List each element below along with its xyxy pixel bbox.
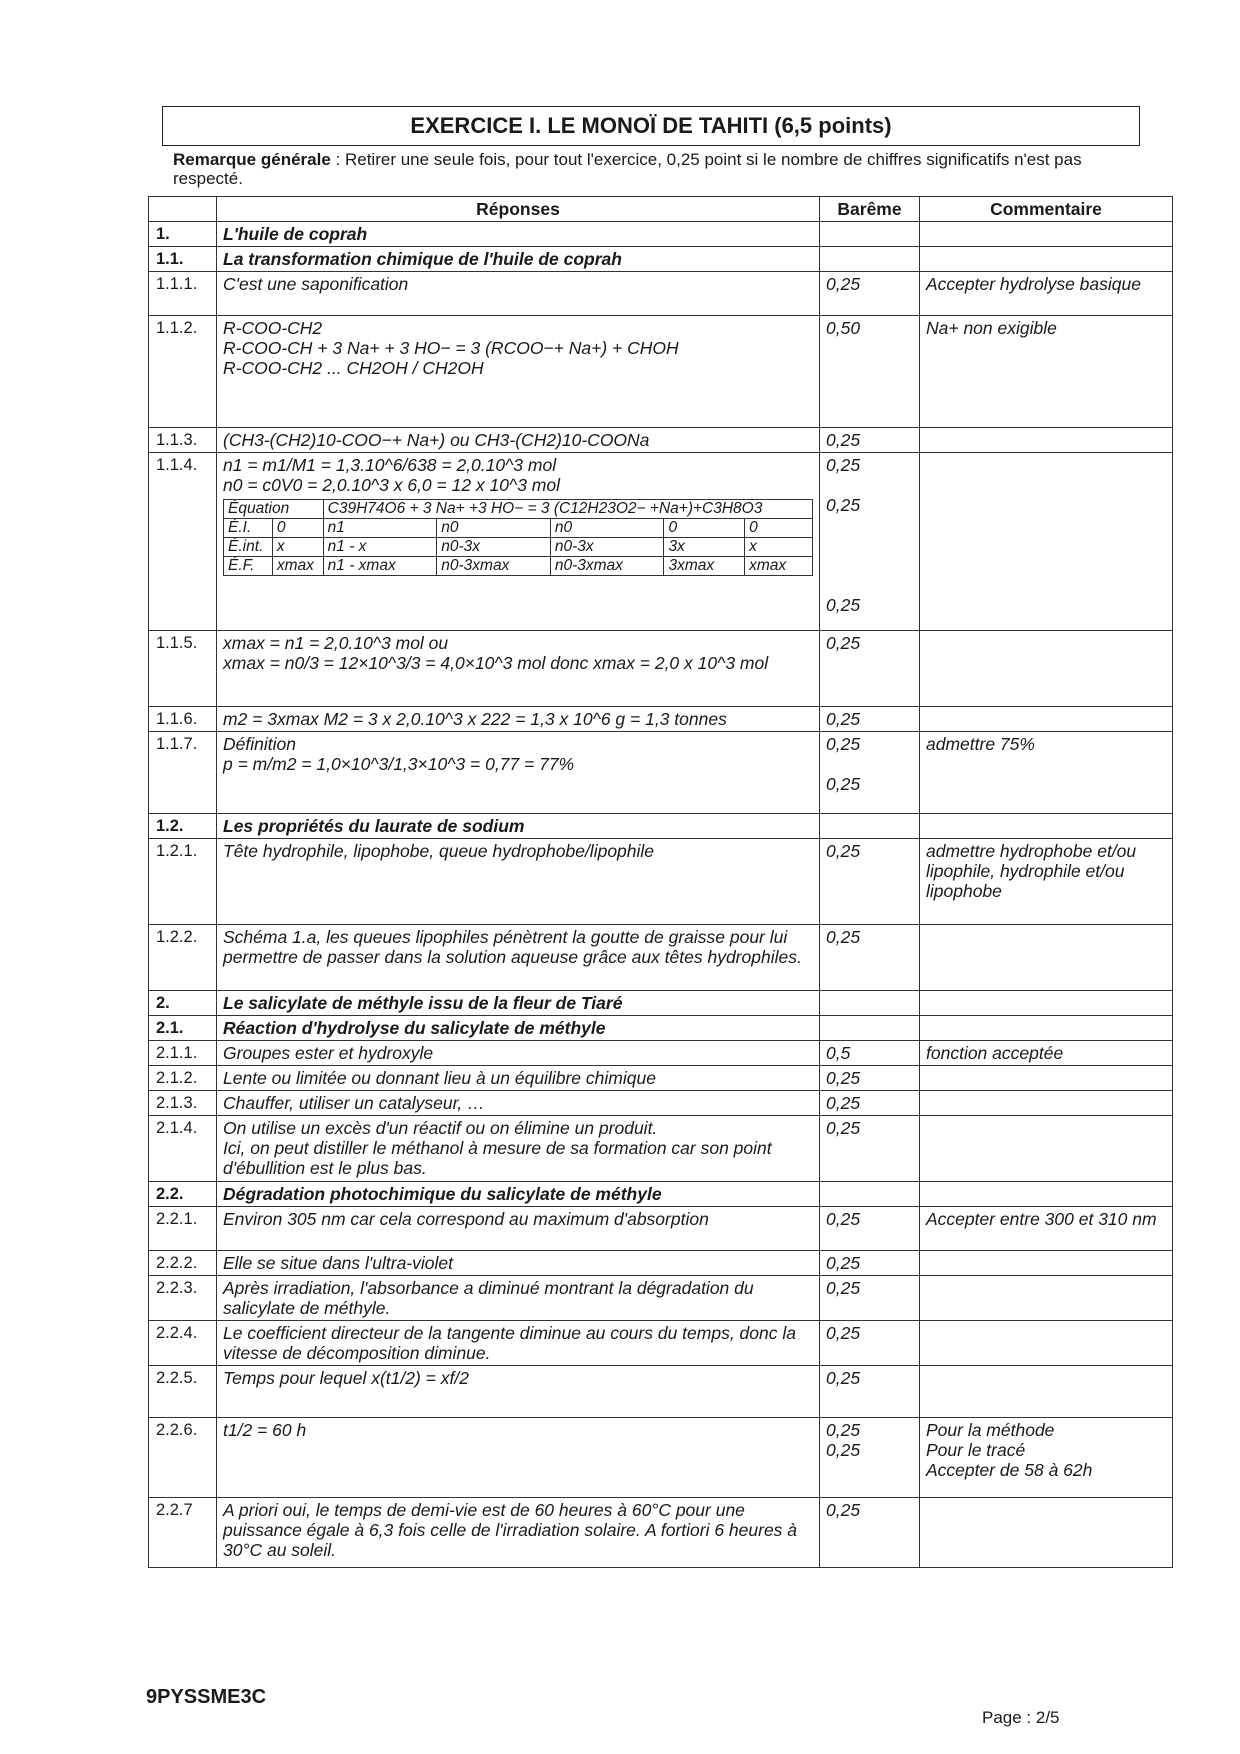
row-bareme: 0,25 [820, 428, 920, 453]
row-comment [920, 991, 1173, 1016]
row-number: 2.2.3. [149, 1276, 217, 1321]
row-comment: admettre 75% [920, 732, 1173, 814]
table-row [149, 1066, 1173, 1091]
row-comment: Accepter entre 300 et 310 nm [920, 1207, 1173, 1251]
header-num-cell [149, 197, 217, 222]
row-bareme: 0,25 [820, 707, 920, 732]
row-number: 1.1.4. [149, 453, 217, 631]
row-answer: Groupes ester et hydroxyle [217, 1041, 820, 1066]
table-row [149, 1091, 1173, 1116]
progress-cell: n0 [437, 519, 551, 538]
row-comment [920, 925, 1173, 991]
row-number: 2.1. [149, 1016, 217, 1041]
document-code: 9PYSSME3C [146, 1686, 267, 1708]
progress-cell: n0-3xmax [550, 557, 664, 576]
remark-label: Remarque générale [173, 150, 331, 169]
row-comment [920, 1016, 1173, 1041]
table-row [149, 1321, 1173, 1366]
progress-row [224, 557, 813, 576]
header-reponses: Réponses [217, 197, 820, 222]
row-number: 2.1.3. [149, 1091, 217, 1116]
row-bareme: 0,25 [820, 1066, 920, 1091]
row-answer: n1 = m1/M1 = 1,3.10^6/638 = 2,0.10^3 mol n0 = c0V0 = 2,0.10^3 x 6,0 = 12 x 10^3 mol Équation C39H74O6 + 3 Na+ +3 HO− = 3 (C12H23O2− +Na+)+C3H8O3 É.I. 0 n1 n0 n0 0 0 É.int. x n1 - x n0-3x n0-3x 3x x É.F. xmax n1 - xmax n0-3xmax n0-3xmax 3xmax xmax [217, 453, 820, 631]
row-answer: R-COO-CH2 R-COO-CH + 3 Na+ + 3 HO− = 3 (RCOO−+ Na+) + CHOH R-COO-CH2 ... CH2OH / CH2OH [217, 316, 820, 428]
progress-cell: n0-3xmax [437, 557, 551, 576]
row-comment [920, 631, 1173, 707]
row-comment [920, 1251, 1173, 1276]
row-answer: C'est une saponification [217, 272, 820, 316]
row-answer: Le coefficient directeur de la tangente diminue au cours du temps, donc la vitesse de décomposition diminue. [217, 1321, 820, 1366]
row-number: 2.2.4. [149, 1321, 217, 1366]
row-number: 2.2.2. [149, 1251, 217, 1276]
progress-cell: Équation [224, 500, 324, 519]
table-row [149, 631, 1173, 707]
row-bareme: 0,5 [820, 1041, 920, 1066]
table-row [149, 272, 1173, 316]
table-row [149, 222, 1173, 247]
row-number: 1. [149, 222, 217, 247]
row-bareme: 0,25 [820, 1276, 920, 1321]
row-answer: Lente ou limitée ou donnant lieu à un équilibre chimique [217, 1066, 820, 1091]
row-bareme: 0,25 [820, 1207, 920, 1251]
row-comment [920, 1321, 1173, 1366]
progress-cell: É.I. [224, 519, 273, 538]
row-number: 2.2.5. [149, 1366, 217, 1418]
row-number: 2.1.4. [149, 1116, 217, 1182]
row-bareme: 0,25 0,25 0,25 [820, 453, 920, 631]
row-bareme: 0,25 [820, 1091, 920, 1116]
row-number: 2.2. [149, 1182, 217, 1207]
row-bareme: 0,25 [820, 1366, 920, 1418]
table-row [149, 1251, 1173, 1276]
table-row [149, 1116, 1173, 1182]
row-answer: Réaction d'hydrolyse du salicylate de méthyle [217, 1016, 820, 1041]
table-row [149, 1207, 1173, 1251]
row-answer: Environ 305 nm car cela correspond au maximum d'absorption [217, 1207, 820, 1251]
row-bareme [820, 1182, 920, 1207]
progress-cell: n0 [550, 519, 664, 538]
row-answer: (CH3-(CH2)10-COO−+ Na+) ou CH3-(CH2)10-COONa [217, 428, 820, 453]
row-number: 2.1.2. [149, 1066, 217, 1091]
row-number: 2.2.6. [149, 1418, 217, 1498]
reaction-progress-table [223, 499, 813, 576]
row-answer: Chauffer, utiliser un catalyseur, … [217, 1091, 820, 1116]
progress-cell: xmax [745, 557, 813, 576]
row-answer: Les propriétés du laurate de sodium [217, 814, 820, 839]
progress-cell: 0 [272, 519, 323, 538]
table-row [149, 707, 1173, 732]
header-bareme: Barême [820, 197, 920, 222]
general-remark [173, 150, 1123, 188]
row-comment [920, 1066, 1173, 1091]
progress-row [224, 538, 813, 557]
row-number: 1.1.2. [149, 316, 217, 428]
row-answer: m2 = 3xmax M2 = 3 x 2,0.10^3 x 222 = 1,3 x 10^6 g = 1,3 tonnes [217, 707, 820, 732]
row-answer: A priori oui, le temps de demi-vie est de 60 heures à 60°C pour une puissance égale à 6,3 fois celle de l'irradiation solaire. A fortiori 6 heures à 30°C au soleil. [217, 1498, 820, 1568]
row-bareme: 0,25 [820, 1116, 920, 1182]
row-answer: Schéma 1.a, les queues lipophiles pénètrent la goutte de graisse pour lui permettre de passer dans la solution aqueuse grâce aux têtes hydrophiles. [217, 925, 820, 991]
row-number: 1.2. [149, 814, 217, 839]
row-number: 2.2.7 [149, 1498, 217, 1568]
progress-cell: n1 - x [323, 538, 437, 557]
row-comment [920, 247, 1173, 272]
row-answer: La transformation chimique de l'huile de coprah [217, 247, 820, 272]
progress-cell: x [745, 538, 813, 557]
table-row [149, 839, 1173, 925]
table-row [149, 1498, 1173, 1568]
grading-table [148, 196, 1173, 1568]
row-comment [920, 1276, 1173, 1321]
row-answer: Elle se situe dans l'ultra-violet [217, 1251, 820, 1276]
header-commentaire: Commentaire [920, 197, 1173, 222]
page-number: Page : 2/5 [982, 1708, 1060, 1727]
row-bareme [820, 814, 920, 839]
progress-cell: É.F. [224, 557, 273, 576]
row-comment [920, 707, 1173, 732]
row-answer: t1/2 = 60 h [217, 1418, 820, 1498]
row-comment [920, 1498, 1173, 1568]
row-answer: On utilise un excès d'un réactif ou on élimine un produit. Ici, on peut distiller le méthanol à mesure de sa formation car son point d'ébullition est le plus bas. [217, 1116, 820, 1182]
progress-cell: n1 [323, 519, 437, 538]
row-comment [920, 453, 1173, 631]
row-number: 1.1.7. [149, 732, 217, 814]
row-number: 1.1.1. [149, 272, 217, 316]
table-row [149, 316, 1173, 428]
table-row [149, 814, 1173, 839]
progress-cell: n0-3x [550, 538, 664, 557]
progress-row [224, 500, 813, 519]
row-number: 2.2.1. [149, 1207, 217, 1251]
row-number: 1.2.2. [149, 925, 217, 991]
row-comment: Pour la méthode Pour le tracé Accepter de 58 à 62h [920, 1418, 1173, 1498]
progress-cell: 0 [745, 519, 813, 538]
table-row [149, 1016, 1173, 1041]
row-comment [920, 1366, 1173, 1418]
row-answer: Tête hydrophile, lipophobe, queue hydrophobe/lipophile [217, 839, 820, 925]
table-row [149, 1418, 1173, 1498]
row-comment [920, 814, 1173, 839]
progress-cell: C39H74O6 + 3 Na+ +3 HO− = 3 (C12H23O2− +Na+)+C3H8O3 [323, 500, 812, 519]
row-answer: Le salicylate de méthyle issu de la fleur de Tiaré [217, 991, 820, 1016]
row-comment: fonction acceptée [920, 1041, 1173, 1066]
table-row [149, 925, 1173, 991]
row-number: 1.1.5. [149, 631, 217, 707]
table-row [149, 428, 1173, 453]
row-bareme: 0,25 [820, 925, 920, 991]
row-number: 1.2.1. [149, 839, 217, 925]
row-bareme: 0,25 [820, 631, 920, 707]
row-bareme [820, 222, 920, 247]
progress-cell: 0 [664, 519, 745, 538]
table-row [149, 453, 1173, 631]
row-bareme [820, 991, 920, 1016]
row-bareme: 0,25 [820, 1251, 920, 1276]
table-row [149, 247, 1173, 272]
table-row [149, 1366, 1173, 1418]
row-number: 1.1.6. [149, 707, 217, 732]
row-comment: admettre hydrophobe et/ou lipophile, hydrophile et/ou lipophobe [920, 839, 1173, 925]
row-bareme: 0,25 [820, 1321, 920, 1366]
table-row [149, 1182, 1173, 1207]
row-comment [920, 222, 1173, 247]
row-bareme: 0,25 0,25 [820, 732, 920, 814]
row-number: 1.1.3. [149, 428, 217, 453]
row-bareme [820, 1016, 920, 1041]
progress-cell: n1 - xmax [323, 557, 437, 576]
row-comment: Na+ non exigible [920, 316, 1173, 428]
row-comment [920, 1182, 1173, 1207]
row-bareme: 0,25 [820, 1498, 920, 1568]
progress-row [224, 519, 813, 538]
row-answer: Dégradation photochimique du salicylate de méthyle [217, 1182, 820, 1207]
table-row [149, 991, 1173, 1016]
progress-cell: 3xmax [664, 557, 745, 576]
row-answer: Temps pour lequel x(t1/2) = xf/2 [217, 1366, 820, 1418]
progress-cell: n0-3x [437, 538, 551, 557]
progress-cell: 3x [664, 538, 745, 557]
row-bareme [820, 247, 920, 272]
row-bareme: 0,50 [820, 316, 920, 428]
row-comment [920, 1116, 1173, 1182]
exercise-title-box [162, 106, 1140, 146]
table-row [149, 1041, 1173, 1066]
row-number: 2.1.1. [149, 1041, 217, 1066]
table-header-row [149, 197, 1173, 222]
row-answer: xmax = n1 = 2,0.10^3 mol ou xmax = n0/3 = 12×10^3/3 = 4,0×10^3 mol donc xmax = 2,0 x 10^3 mol [217, 631, 820, 707]
row-number: 1.1. [149, 247, 217, 272]
row-comment: Accepter hydrolyse basique [920, 272, 1173, 316]
table-row [149, 1276, 1173, 1321]
row-answer: L'huile de coprah [217, 222, 820, 247]
table-row [149, 732, 1173, 814]
exercise-title: EXERCICE I. LE MONOÏ DE TAHITI (6,5 points) [410, 113, 892, 138]
row-answer: Après irradiation, l'absorbance a diminué montrant la dégradation du salicylate de méthyle. [217, 1276, 820, 1321]
progress-cell: É.int. [224, 538, 273, 557]
row-number: 2. [149, 991, 217, 1016]
row-comment [920, 1091, 1173, 1116]
row-bareme: 0,25 [820, 839, 920, 925]
row-comment [920, 428, 1173, 453]
remark-text: : Retirer une seule fois, pour tout l'exercice, 0,25 point si le nombre de chiffres significatifs n'est pas respecté. [173, 150, 1082, 188]
progress-cell: xmax [272, 557, 323, 576]
row-bareme: 0,25 [820, 272, 920, 316]
progress-cell: x [272, 538, 323, 557]
row-answer: Définition p = m/m2 = 1,0×10^3/1,3×10^3 = 0,77 = 77% [217, 732, 820, 814]
row-bareme: 0,25 0,25 [820, 1418, 920, 1498]
